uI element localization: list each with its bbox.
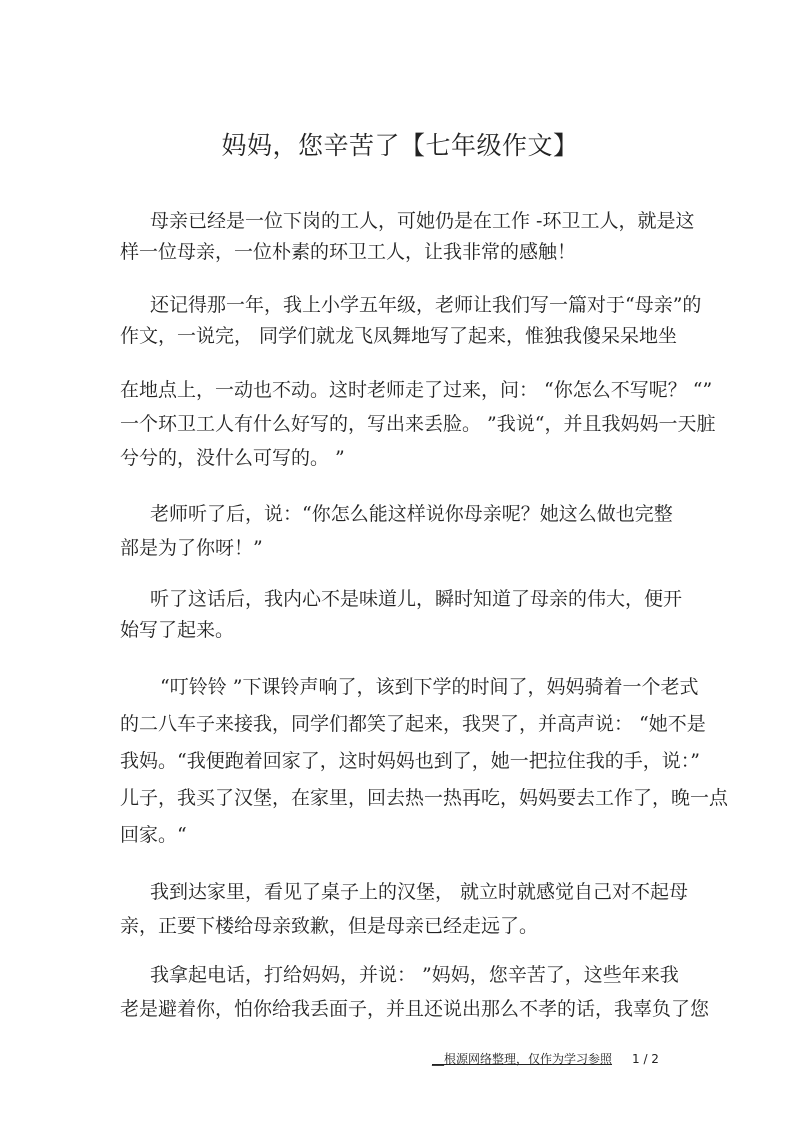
paragraph-line: 还记得那一年，我上小学五年级，老师让我们写一篇对于“母亲”的 xyxy=(150,294,702,316)
paragraph-line: “叮铃铃 ”下课铃声响了，该到下学的时间了，妈妈骑着一个老式 xyxy=(160,676,699,698)
paragraph-line: 的二八车子来接我，同学们都笑了起来，我哭了，并高声说： “她不是 xyxy=(120,713,706,735)
paragraph-line: 样一位母亲，一位朴素的环卫工人，让我非常的感触！ xyxy=(120,241,577,263)
document-title: 妈妈，您辛苦了【七年级作文】 xyxy=(221,131,579,160)
paragraph-line: 一个环卫工人有什么好写的，写出来丢脸。 ”我说“，并且我妈妈一天脏 xyxy=(120,413,716,435)
paragraph-line: 始写了起来。 xyxy=(120,619,235,641)
paragraph-line: 我到达家里，看见了桌子上的汉堡， 就立时就感觉自己对不起母 xyxy=(150,881,689,903)
paragraph-line: 部是为了你呀！” xyxy=(120,537,263,559)
paragraph-line: 作文，一说完， 同学们就龙飞凤舞地写了起来，惟独我傻呆呆地坐 xyxy=(120,325,678,347)
paragraph-line: 兮兮的，没什么可写的。 ” xyxy=(120,447,345,469)
paragraph-line: 老是避着你，怕你给我丢面子，并且还说出那么不孝的话，我辜负了您 xyxy=(120,998,710,1020)
paragraph-line: 在地点上，一动也不动。这时老师走了过来，问： “你怎么不写呢？ “” xyxy=(120,379,713,401)
paragraph-line: 我拿起电话，打给妈妈，并说： ”妈妈，您辛苦了，这些年来我 xyxy=(150,964,679,986)
paragraph-line: 儿子，我买了汉堡，在家里，回去热一热再吃，妈妈要去工作了，晚一点 xyxy=(120,787,729,809)
paragraph-line: 亲，正要下楼给母亲致歉，但是母亲已经走远了。 xyxy=(120,915,539,937)
paragraph-line: 老师听了后，说：“你怎么能这样说你母亲呢？她这么做也完整 xyxy=(150,503,673,525)
paragraph-line: 母亲已经是一位下岗的工人，可她仍是在工作 -环卫工人，就是这 xyxy=(150,210,695,232)
footer-note: __根源网络整理，仅作为学习参照 xyxy=(432,1052,613,1066)
page-number: 1 / 2 xyxy=(632,1052,659,1066)
paragraph-line: 回家。“ xyxy=(120,824,187,846)
paragraph-line: 听了这话后，我内心不是味道儿，瞬时知道了母亲的伟大，便开 xyxy=(150,588,683,610)
paragraph-line: 我妈。“我便跑着回家了，这时妈妈也到了，她一把拉住我的手，说：” xyxy=(120,750,700,772)
